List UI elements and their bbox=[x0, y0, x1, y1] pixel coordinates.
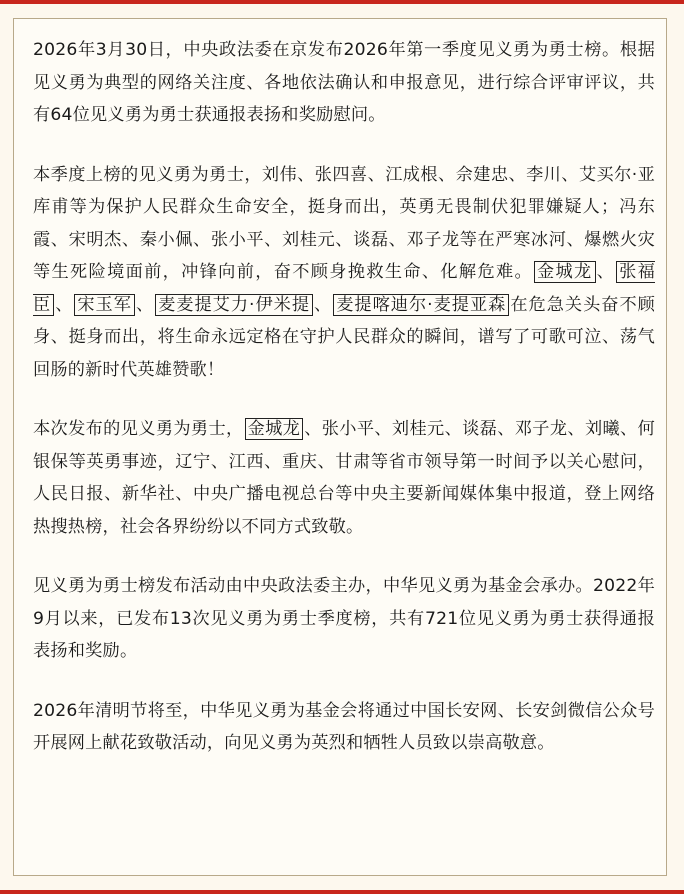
coverage-rest: 、张小平、刘桂元、谈磊、邓子龙、刘曦、何银保等英勇事迹，辽宁、江西、重庆、甘肃等省市领导第一时间予以关心慰问，人民日报、新华社、中央广播电视总台等中央主要新闻媒体集中报道，登上网络热搜热榜，社会各界纷纷以不同方式致敬。 bbox=[33, 419, 655, 537]
bottom-red-bar bbox=[0, 890, 684, 894]
separator: 、 bbox=[55, 294, 74, 315]
paragraph-organizer: 见义勇为勇士榜发布活动由中央政法委主办，中华见义勇为基金会承办。2022年9月以来，已发布13次见义勇为勇士季度榜，共有721位见义勇为勇士获得通报表扬和奖励。 bbox=[33, 576, 655, 661]
highlighted-name[interactable]: 张福臣 bbox=[33, 262, 655, 315]
paragraph-honorees bbox=[33, 159, 655, 387]
paragraph-announcement: 2026年3月30日，中央政法委在京发布2026年第一季度见义勇为勇士榜。根据见义勇为典型的网络关注度、各地依法确认和申报意见，进行综合评审评议，共有64位见义勇为勇士获通报表扬和奖励慰问。 bbox=[33, 40, 655, 125]
highlighted-name[interactable]: 麦提喀迪尔·麦提亚森 bbox=[333, 294, 509, 316]
highlighted-name[interactable]: 金城龙 bbox=[534, 261, 596, 283]
top-red-bar bbox=[0, 0, 684, 4]
honorees-rest: 在危急关头奋不顾身、挺身而出，将生命永远定格在守护人民群众的瞬间，谱写了可歌可泣、荡气回肠的新时代英雄赞歌！ bbox=[33, 294, 656, 380]
highlighted-name[interactable]: 宋玉军 bbox=[74, 294, 135, 316]
separator: 、 bbox=[135, 294, 155, 315]
separator: 、 bbox=[596, 262, 616, 282]
paragraph-qingming: 2026年清明节将至，中华见义勇为基金会将通过中国长安网、长安剑微信公众号开展网上献花致敬活动，向见义勇为英烈和牺牲人员致以崇高敬意。 bbox=[33, 700, 655, 753]
coverage-start: 本次发布的见义勇为勇士， bbox=[33, 419, 244, 439]
highlighted-name[interactable]: 麦麦提艾力·伊米提 bbox=[155, 294, 313, 316]
honorees-intro: 本季度上榜的见义勇为勇士，刘伟、张四喜、江成根、佘建忠、李川、艾买尔·亚库甫等为保护人民群众生命安全，挺身而出，英勇无畏制伏犯罪嫌疑人；冯东霞、宋明杰、秦小佩、张小平、刘桂元、谈磊、邓子龙等在严寒冰河、爆燃火灾等生死险境面前，冲锋向前，奋不顾身挽救生命、化解危难。 bbox=[33, 164, 655, 282]
article-body bbox=[33, 34, 655, 787]
highlighted-name[interactable]: 金城龙 bbox=[245, 418, 304, 440]
paragraph-coverage bbox=[33, 413, 655, 543]
separator: 、 bbox=[314, 294, 333, 315]
